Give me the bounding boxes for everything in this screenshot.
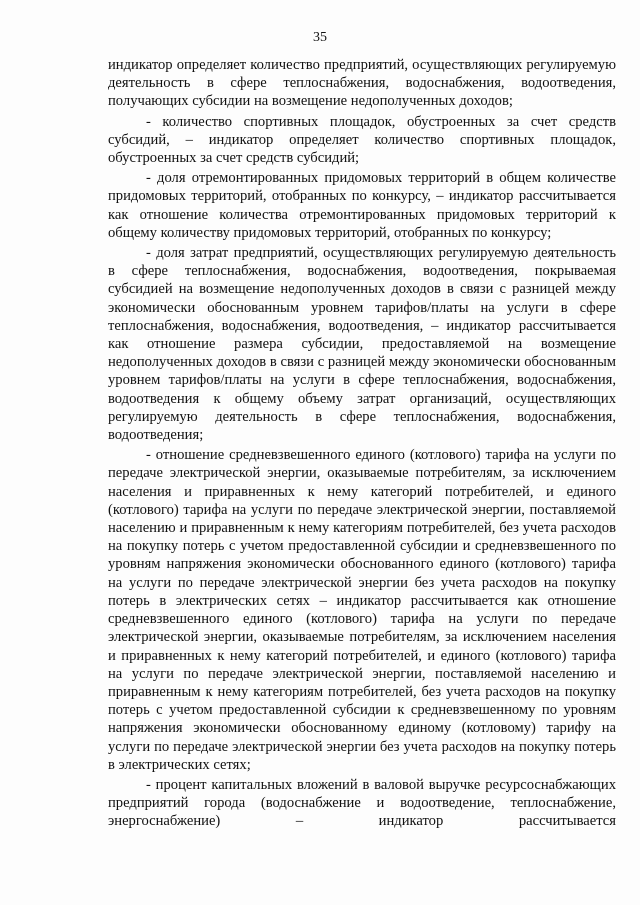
- document-body: [108, 56, 616, 833]
- paragraph-cost-share: - доля затрат предприятий, осуществляющих регулируемую деятельность в сфере теплоснабжения, водоснабжения, водоотведения, покрываемая субсидией на возмещение недополученных доходов в связи с разницей между экономически обоснованным уровнем тарифов/платы на услуги в сфере теплоснабжения, водоснабжения, водоотведения, – индикатор рассчитывается как отношение размера субсидии, предоставляемой на возмещение недополученных доходов в связи с разницей между экономически обоснованным уровнем тарифов/платы на услуги в сфере теплоснабжения, водоснабжения, водоотведения к общему объему затрат организаций, осуществляющих регулируемую деятельность в сфере теплоснабжения, водоснабжения, водоотведения;: [108, 245, 616, 444]
- paragraph-subsidies-indicator: индикатор определяет количество предприятий, осуществляющих регулируемую деятельность в сфере теплоснабжения, водоснабжения, водоотведения, получающих субсидии на возмещение недополученных доходов;: [108, 57, 616, 110]
- paragraph-tariff-ratio: - отношение средневзвешенного единого (котлового) тарифа на услуги по передаче электрической энергии, оказываемые потребителям, за исключением населения и приравненных к нему категорий потребителей, и единого (котлового) тарифа на услуги по передаче электрической энергии, поставляемой населению и приравненным к нему категориям потребителей, без учета расходов на покупку потерь с учетом предоставленной субсидии и средневзвешенного по уровням напряжения экономически обоснованного единого (котлового) тарифа на услуги по передаче электрической энергии без учета расходов на покупку потерь в электрических сетях – индикатор рассчитывается как отношение средневзвешенного единого (котлового) тарифа на услуги по передаче электрической энергии, оказываемые потребителям, за исключением населения и приравненных к нему категорий потребителей, и единого (котлового) тарифа на услуги по передаче электрической энергии, поставляемой населению и приравненным к нему категориям потребителей, без учета расходов на покупку потерь с учетом предоставленной субсидии к средневзвешенному по уровням напряжения экономически обоснованному единому (котловому) тарифу на услуги по передаче электрической энергии без учета расходов на покупку потерь в электрических сетях;: [108, 447, 616, 773]
- paragraph-capital-investment: - процент капитальных вложений в валовой выручке ресурсоснабжающих предприятий города (водоснабжение и водоотведение, теплоснабжение, энергоснабжение) – индикатор рассчитывается: [108, 776, 616, 830]
- page-number: 35: [313, 30, 327, 45]
- paragraph-sports-grounds: - количество спортивных площадок, обустроенных за счет средств субсидий, – индикатор определяет количество спортивных площадок, обустроенных за счет средств субсидий;: [108, 113, 616, 167]
- paragraph-yard-territories: - доля отремонтированных придомовых территорий в общем количестве придомовых территорий, отобранных по конкурсу, – индикатор рассчитывается как отношение количества отремонтированных придомовых территорий к общему количеству придомовых территорий, отобранных по конкурсу;: [108, 170, 616, 241]
